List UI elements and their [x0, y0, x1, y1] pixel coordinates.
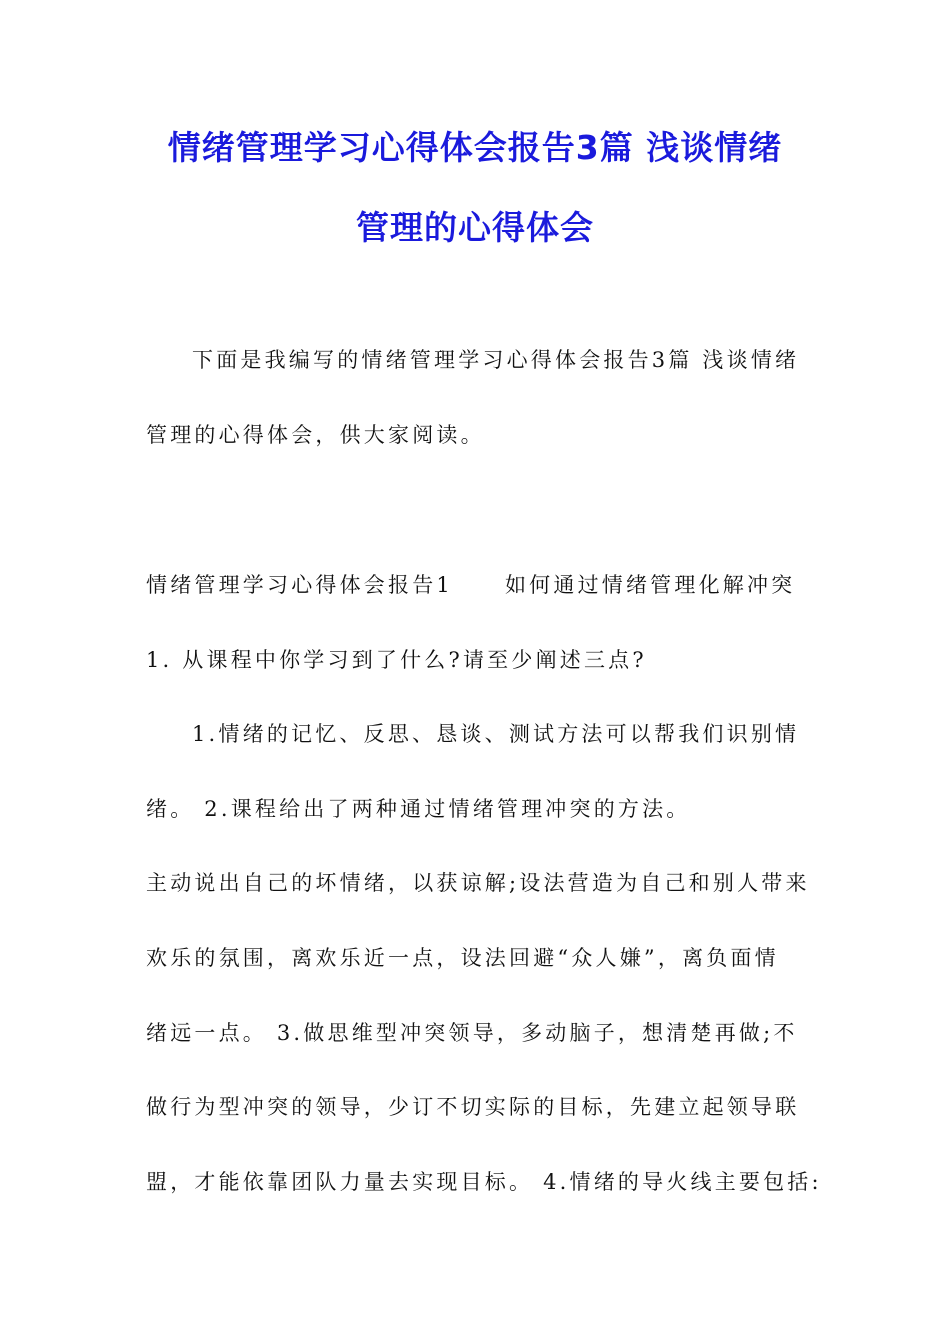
- intro-paragraph-line-2: 管理的心得体会，供大家阅读。: [146, 423, 485, 447]
- body-line-3: 主动说出自己的坏情绪，以获谅解;设法营造为自己和别人带来: [146, 871, 810, 895]
- body-line-1: 1.情绪的记忆、反思、恳谈、测试方法可以帮我们识别情: [192, 722, 800, 746]
- document-title-line-1: 情绪管理学习心得体会报告3篇 浅谈情绪: [167, 128, 783, 167]
- body-line-4: 欢乐的氛围，离欢乐近一点，设法回避“众人嫌”，离负面情: [146, 946, 779, 970]
- question-line: 1. 从课程中你学习到了什么?请至少阐述三点?: [146, 648, 647, 672]
- section-heading-subtitle: 如何通过情绪管理化解冲突: [504, 573, 796, 597]
- intro-paragraph-line-1: 下面是我编写的情绪管理学习心得体会报告3篇 浅谈情绪: [192, 348, 800, 372]
- body-line-5: 绪远一点。 3.做思维型冲突领导，多动脑子，想清楚再做;不: [146, 1021, 798, 1045]
- section-heading: [146, 571, 795, 599]
- body-line-6: 做行为型冲突的领导，少订不切实际的目标，先建立起领导联: [146, 1095, 800, 1119]
- body-line-7: 盟，才能依靠团队力量去实现目标。 4.情绪的导火线主要包括:: [146, 1170, 822, 1194]
- document-title-line-2: 管理的心得体会: [356, 208, 594, 247]
- section-heading-title: 情绪管理学习心得体会报告1: [146, 573, 453, 597]
- body-line-2: 绪。 2.课程给出了两种通过情绪管理冲突的方法。: [146, 797, 691, 821]
